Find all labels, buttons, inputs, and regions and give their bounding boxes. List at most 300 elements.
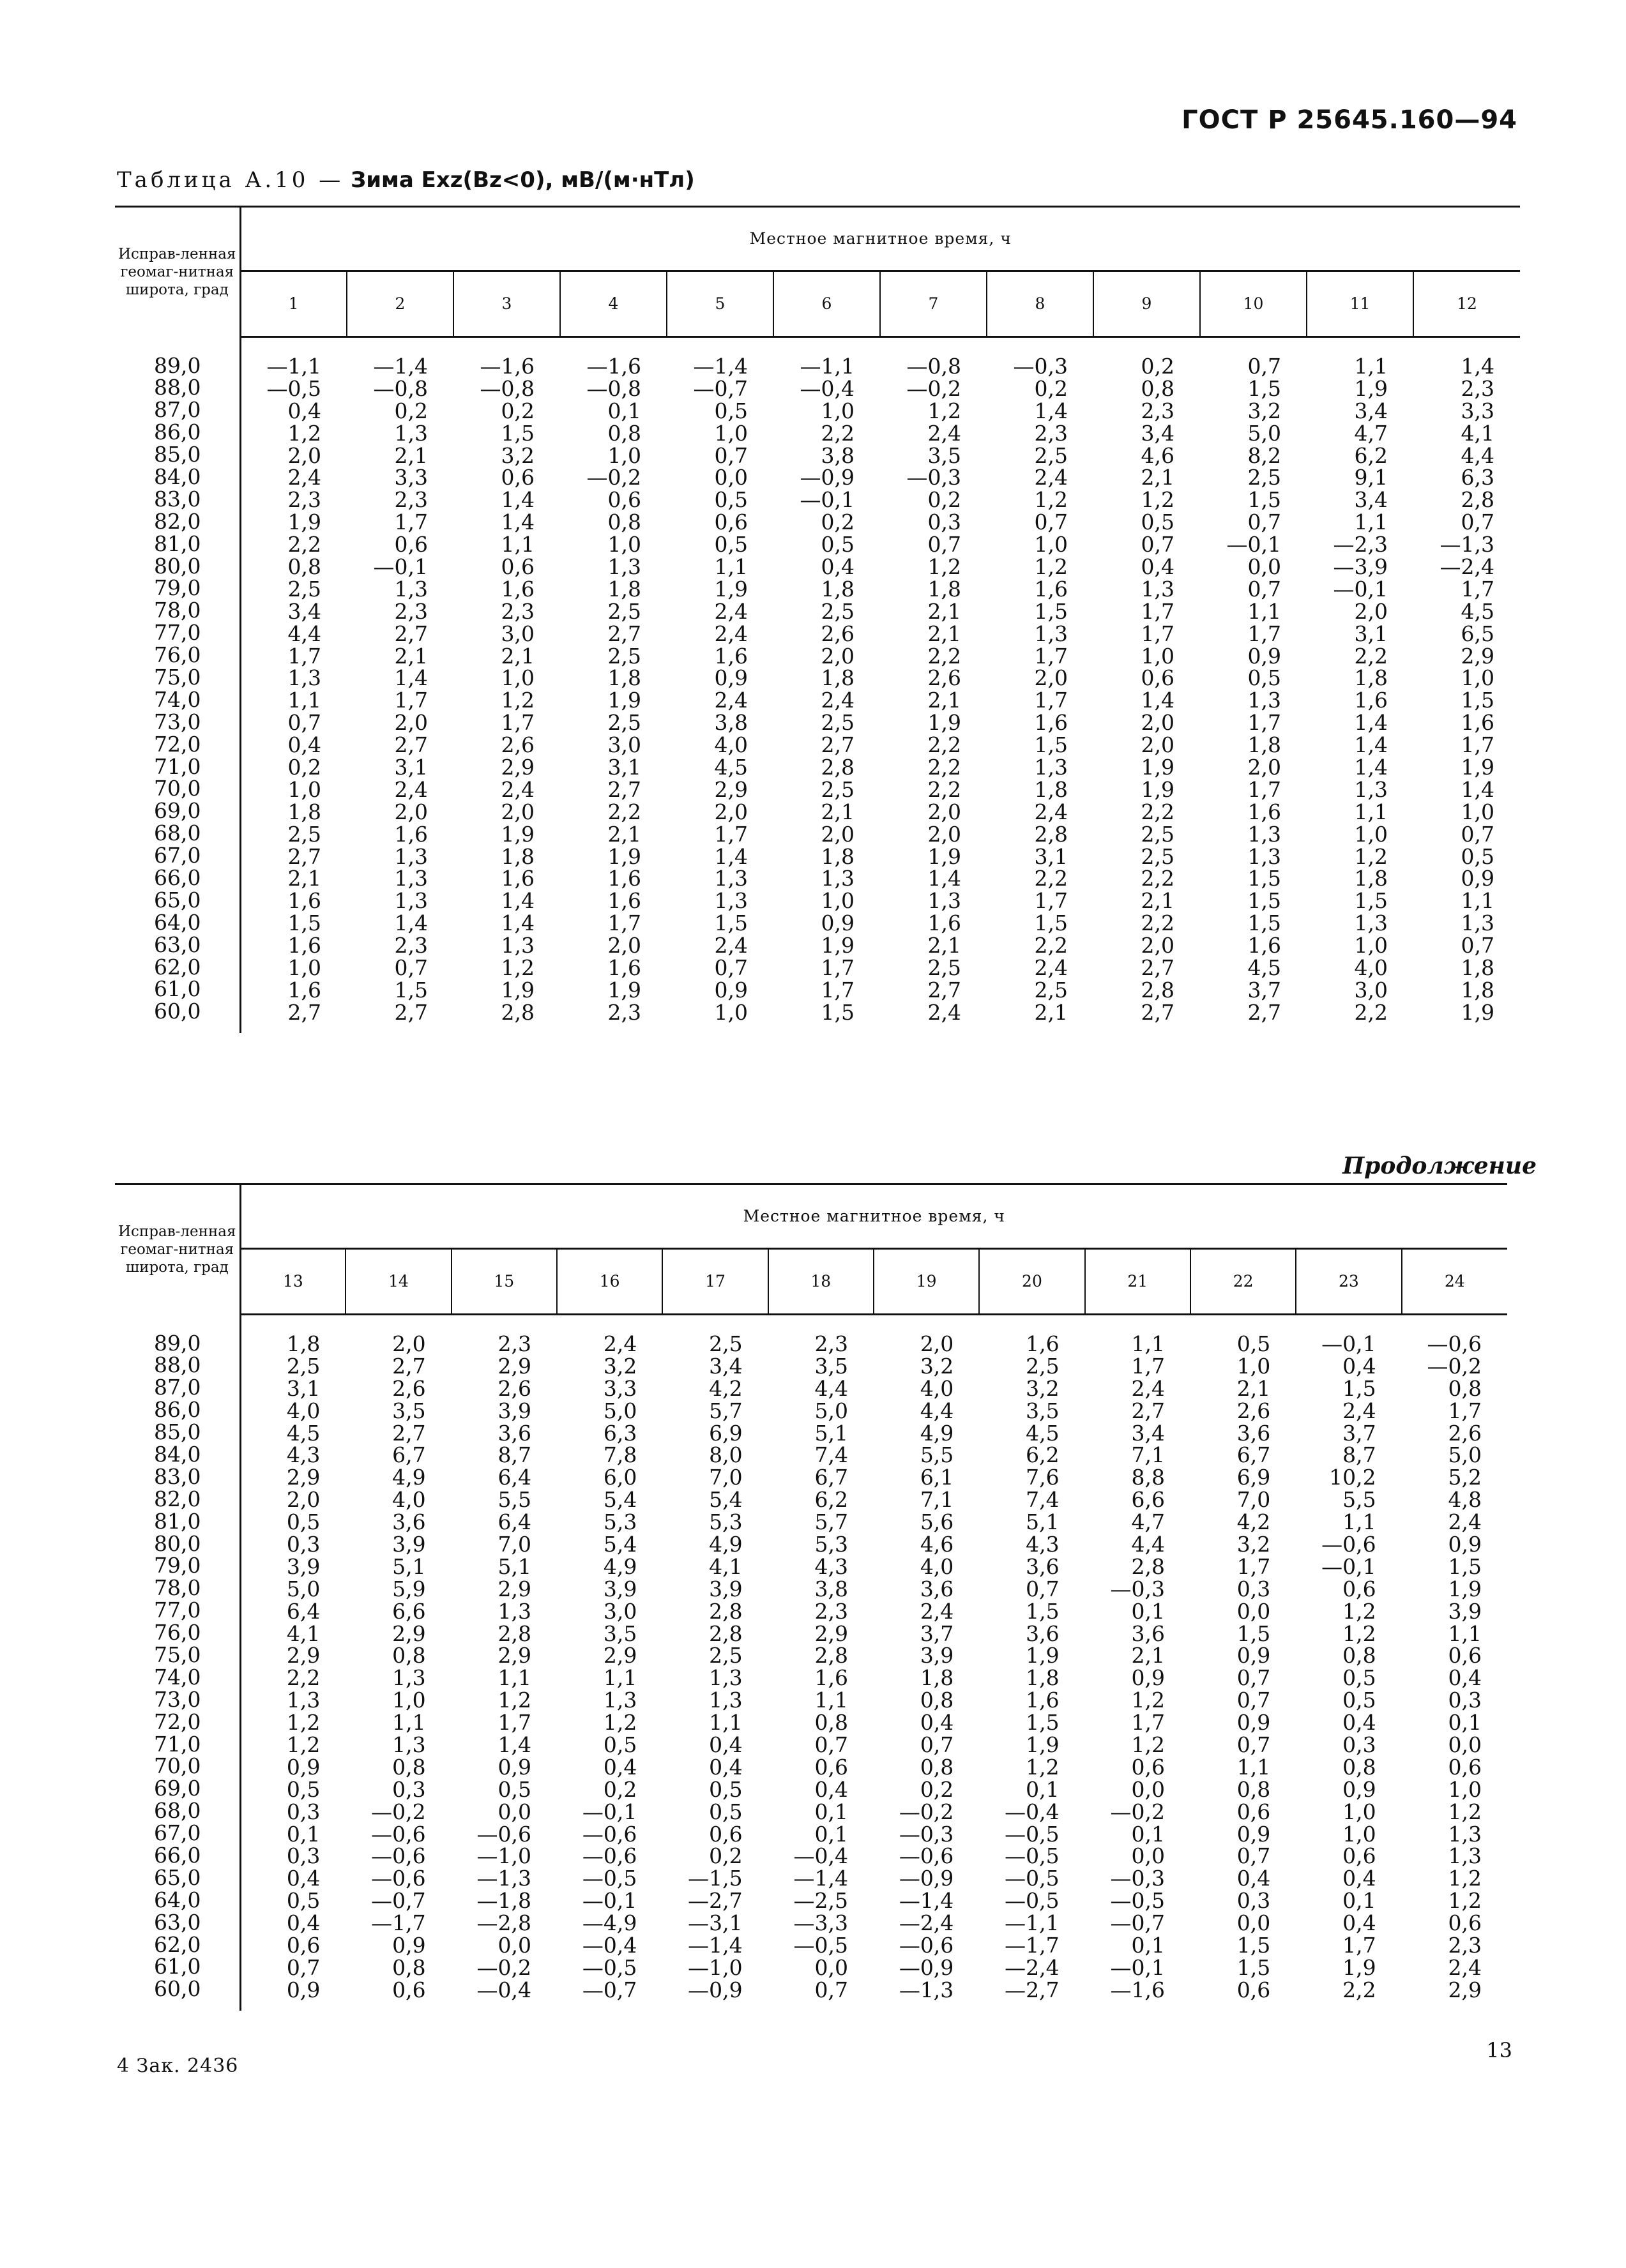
value-cell: 0,4	[709, 1754, 743, 1780]
value-cell: —1,5	[688, 1866, 743, 1891]
value-cell: 5,4	[603, 1532, 637, 1557]
value-cell: 5,7	[814, 1509, 848, 1535]
value-cell: 4,2	[709, 1375, 743, 1401]
value-cell: —2,4	[1440, 554, 1494, 580]
value-cell: 1,8	[920, 1665, 954, 1691]
value-cell: 0,9	[286, 1754, 321, 1780]
value-cell: 0,9	[1236, 1821, 1271, 1847]
value-cell: 6,4	[286, 1598, 321, 1624]
value-cell: 0,2	[287, 755, 321, 780]
value-cell: 0,9	[1461, 866, 1494, 891]
value-cell: 0,5	[1141, 510, 1174, 535]
value-cell: 4,0	[920, 1554, 954, 1579]
latitude-cell: 78,0	[154, 1575, 201, 1601]
value-cell: 2,3	[498, 1331, 531, 1356]
value-column	[1200, 337, 1307, 1033]
value-cell: 2,7	[1247, 999, 1281, 1025]
value-cell: 4,7	[1131, 1509, 1165, 1535]
value-cell: 1,0	[287, 955, 321, 981]
value-cell: 3,9	[1448, 1598, 1482, 1624]
table-caption	[117, 167, 695, 193]
value-cell: 1,8	[1461, 955, 1494, 981]
value-cell: 3,3	[394, 465, 428, 490]
value-cell: 1,6	[607, 866, 641, 891]
value-column	[874, 1315, 979, 2011]
latitude-cell: 85,0	[154, 1419, 201, 1445]
value-cell: 4,8	[1448, 1487, 1482, 1513]
value-cell: 2,2	[1354, 643, 1388, 669]
latitude-cell: 89,0	[154, 1330, 201, 1356]
value-cell: —0,8	[906, 354, 961, 379]
value-cell: 3,5	[392, 1398, 426, 1423]
value-cell: 2,5	[607, 598, 641, 624]
value-cell: 3,6	[1131, 1621, 1165, 1646]
value-cell: 7,0	[1236, 1487, 1271, 1513]
latitude-cell: 75,0	[154, 664, 201, 690]
value-cell: 0,0	[1131, 1843, 1165, 1869]
value-cell: 8,8	[1131, 1465, 1165, 1490]
value-column	[880, 337, 987, 1033]
value-cell: 2,7	[394, 732, 428, 758]
value-cell: 3,9	[920, 1643, 954, 1668]
value-cell: 1,7	[1034, 688, 1068, 713]
latitude-cell: 62,0	[154, 1932, 201, 1957]
value-cell: 2,2	[287, 532, 321, 557]
value-cell: 0,6	[814, 1754, 848, 1780]
value-cell: 1,2	[1034, 554, 1068, 580]
caption-title: Зима Exz(Bz<0), мВ/(м·нТл)	[351, 167, 695, 193]
value-column	[667, 337, 773, 1033]
value-cell: 1,1	[498, 1665, 531, 1691]
value-cell: 3,4	[709, 1353, 743, 1379]
hour-header: 12	[1413, 271, 1520, 337]
value-cell: 1,4	[1461, 354, 1494, 379]
value-cell: 1,7	[821, 977, 855, 1002]
value-cell: 0,7	[714, 955, 748, 981]
value-cell: 9,1	[1354, 465, 1388, 490]
value-cell: 1,4	[1354, 732, 1388, 758]
value-cell: 2,8	[1141, 977, 1174, 1002]
value-cell: 0,3	[1448, 1688, 1482, 1713]
value-cell: —0,5	[1005, 1866, 1060, 1891]
latitude-cell: 75,0	[154, 1642, 201, 1667]
value-cell: 6,2	[814, 1487, 848, 1513]
value-cell: 1,8	[607, 665, 641, 691]
value-cell: —0,5	[1110, 1888, 1165, 1914]
value-cell: 3,1	[394, 755, 428, 780]
value-cell: 2,0	[1141, 732, 1174, 758]
value-cell: 1,3	[394, 420, 428, 446]
value-cell: 1,5	[821, 999, 855, 1025]
value-cell: 1,2	[927, 398, 961, 423]
value-cell: —0,9	[800, 465, 855, 490]
value-cell: 1,0	[1461, 799, 1494, 824]
value-cell: 1,4	[927, 866, 961, 891]
value-cell: 1,6	[607, 955, 641, 981]
value-cell: —0,4	[476, 1977, 531, 2002]
value-cell: 2,0	[1141, 710, 1174, 736]
hour-header: 13	[240, 1249, 346, 1315]
value-cell: 2,4	[1131, 1375, 1165, 1401]
value-cell: 1,5	[1354, 888, 1388, 914]
value-cell: 6,3	[603, 1420, 637, 1446]
value-cell: —2,4	[1005, 1954, 1060, 1980]
value-cell: 1,3	[709, 1688, 743, 1713]
value-cell: —2,3	[1333, 532, 1388, 557]
value-cell: 1,9	[607, 688, 641, 713]
value-cell: 2,8	[814, 1643, 848, 1668]
value-cell: 1,6	[287, 977, 321, 1002]
value-cell: 2,9	[603, 1643, 637, 1668]
value-cell: 1,5	[1247, 866, 1281, 891]
value-cell: 0,8	[814, 1710, 848, 1735]
value-cell: 2,2	[607, 799, 641, 824]
value-cell: 1,5	[1236, 1621, 1271, 1646]
value-cell: 0,6	[1448, 1754, 1482, 1780]
value-cell: 0,3	[927, 510, 961, 535]
latitude-cell: 68,0	[154, 1798, 201, 1824]
value-cell: 1,8	[821, 843, 855, 869]
value-cell: 1,5	[1034, 732, 1068, 758]
value-cell: 0,9	[1247, 643, 1281, 669]
value-cell: 2,0	[821, 643, 855, 669]
value-cell: 7,8	[603, 1442, 637, 1468]
latitude-cell: 80,0	[154, 553, 201, 578]
value-cell: 2,4	[821, 688, 855, 713]
value-cell: 1,9	[1026, 1643, 1060, 1668]
value-cell: —0,5	[1005, 1888, 1060, 1914]
value-cell: 6,4	[498, 1509, 531, 1535]
value-cell: 0,8	[1342, 1643, 1376, 1668]
value-cell: 1,7	[1448, 1398, 1482, 1423]
value-cell: 2,7	[287, 999, 321, 1025]
value-cell: 7,4	[814, 1442, 848, 1468]
value-cell: 3,5	[814, 1353, 848, 1379]
value-cell: 2,0	[394, 799, 428, 824]
value-cell: 0,9	[498, 1754, 531, 1780]
value-cell: 2,2	[1034, 866, 1068, 891]
value-cell: 3,8	[821, 442, 855, 468]
value-cell: 1,5	[1236, 1954, 1271, 1980]
latitude-cell: 60,0	[154, 999, 201, 1024]
value-cell: 1,1	[1236, 1754, 1271, 1780]
value-cell: 1,5	[287, 911, 321, 936]
value-cell: 0,4	[287, 732, 321, 758]
value-cell: 0,8	[392, 1954, 426, 1980]
value-cell: 2,1	[394, 442, 428, 468]
hour-header: 5	[667, 271, 773, 337]
value-cell: 1,2	[603, 1710, 637, 1735]
value-cell: —0,2	[1427, 1353, 1482, 1379]
value-cell: 2,7	[821, 732, 855, 758]
value-cell: 2,1	[1034, 999, 1068, 1025]
latitude-cell: 73,0	[154, 1686, 201, 1712]
value-cell: 4,1	[1461, 420, 1494, 446]
hour-header: 11	[1307, 271, 1413, 337]
value-cell: 0,2	[1141, 354, 1174, 379]
value-cell: 0,5	[821, 532, 855, 557]
value-cell: 2,9	[498, 1643, 531, 1668]
value-cell: 3,7	[1342, 1420, 1376, 1446]
value-cell: 1,5	[1448, 1554, 1482, 1579]
value-cell: —0,2	[899, 1799, 954, 1824]
value-cell: 1,5	[1247, 911, 1281, 936]
value-cell: 5,0	[603, 1398, 637, 1423]
value-cell: 0,1	[1131, 1821, 1165, 1847]
value-cell: 0,7	[1461, 821, 1494, 847]
value-cell: 1,1	[1354, 799, 1388, 824]
value-cell: 1,7	[1342, 1933, 1376, 1958]
value-cell: 2,5	[821, 598, 855, 624]
hour-header: 23	[1296, 1249, 1401, 1315]
value-cell: 0,4	[603, 1754, 637, 1780]
value-cell: 2,4	[927, 999, 961, 1025]
value-cell: 1,4	[1461, 776, 1494, 802]
value-cell: 1,0	[1448, 1776, 1482, 1802]
value-cell: 2,5	[821, 710, 855, 736]
value-cell: 0,5	[709, 1799, 743, 1824]
value-cell: 1,5	[714, 911, 748, 936]
value-cell: 4,4	[287, 621, 321, 646]
value-cell: 1,6	[287, 888, 321, 914]
value-cell: 0,8	[1448, 1375, 1482, 1401]
value-cell: 1,5	[394, 977, 428, 1002]
value-cell: 3,4	[1354, 487, 1388, 513]
latitude-cell: 71,0	[154, 753, 201, 779]
value-cell: 7,6	[1026, 1465, 1060, 1490]
value-cell: —0,3	[906, 465, 961, 490]
value-cell: 0,7	[920, 1732, 954, 1758]
value-cell: 2,4	[1448, 1954, 1482, 1980]
value-cell: 0,8	[607, 420, 641, 446]
value-cell: 3,9	[286, 1554, 321, 1579]
value-cell: 2,9	[498, 1576, 531, 1601]
value-cell: —3,3	[793, 1910, 848, 1936]
value-cell: 0,3	[286, 1799, 321, 1824]
value-cell: 0,6	[1236, 1799, 1271, 1824]
value-cell: 2,5	[927, 955, 961, 981]
hour-header: 24	[1402, 1249, 1507, 1315]
value-cell: 3,0	[1354, 977, 1388, 1002]
value-cell: 3,7	[920, 1621, 954, 1646]
value-cell: 6,2	[1354, 442, 1388, 468]
value-cell: 1,4	[501, 487, 535, 513]
value-cell: —0,1	[582, 1888, 637, 1914]
value-cell: 1,7	[501, 710, 535, 736]
value-cell: 3,6	[1026, 1554, 1060, 1579]
value-cell: 1,9	[1448, 1576, 1482, 1601]
value-cell: 1,3	[709, 1665, 743, 1691]
value-cell: —0,7	[582, 1977, 637, 2002]
value-cell: 1,4	[501, 510, 535, 535]
value-cell: —0,8	[373, 375, 428, 401]
value-cell: 0,7	[1247, 576, 1281, 601]
hour-header: 6	[773, 271, 880, 337]
value-cell: 2,4	[714, 621, 748, 646]
value-cell: 1,8	[287, 799, 321, 824]
hour-header: 8	[987, 271, 1093, 337]
continuation-label: Продолжение	[1342, 1153, 1537, 1179]
value-cell: 1,1	[287, 688, 321, 713]
value-cell: —0,3	[1110, 1866, 1165, 1891]
value-cell: 3,2	[920, 1353, 954, 1379]
value-cell: 2,1	[1141, 465, 1174, 490]
value-cell: —0,2	[476, 1954, 531, 1980]
value-cell: 0,9	[714, 665, 748, 691]
value-cell: 1,8	[1354, 665, 1388, 691]
value-cell: 0,7	[394, 955, 428, 981]
value-cell: 3,6	[920, 1576, 954, 1601]
value-column	[560, 337, 667, 1033]
value-cell: —1,1	[1005, 1910, 1060, 1936]
value-cell: 2,3	[1448, 1933, 1482, 1958]
value-cell: 0,5	[709, 1776, 743, 1802]
value-cell: 3,8	[814, 1576, 848, 1601]
value-cell: —0,7	[371, 1888, 426, 1914]
value-cell: 4,3	[814, 1554, 848, 1579]
value-cell: 1,6	[287, 933, 321, 958]
value-cell: 3,0	[603, 1598, 637, 1624]
value-cell: 5,2	[1448, 1465, 1482, 1490]
latitude-cell: 86,0	[154, 420, 201, 445]
value-cell: 0,1	[814, 1799, 848, 1824]
value-cell: —0,5	[582, 1866, 637, 1891]
value-cell: —0,7	[1110, 1910, 1165, 1936]
value-cell: 0,3	[1342, 1732, 1376, 1758]
value-cell: 1,0	[714, 999, 748, 1025]
value-cell: 1,0	[1236, 1353, 1271, 1379]
value-cell: 2,9	[501, 755, 535, 780]
value-cell: 0,7	[286, 1954, 321, 1980]
value-cell: 2,2	[1141, 799, 1174, 824]
value-cell: 7,1	[920, 1487, 954, 1513]
value-cell: 2,9	[1448, 1977, 1482, 2002]
value-cell: 0,6	[1448, 1643, 1482, 1668]
latitude-cell: 87,0	[154, 1375, 201, 1400]
value-cell: —0,1	[1321, 1331, 1376, 1356]
value-cell: 3,7	[1247, 977, 1281, 1002]
order-note: 4 Зак. 2436	[117, 2055, 239, 2077]
value-cell: 2,4	[920, 1598, 954, 1624]
value-cell: 1,2	[1034, 487, 1068, 513]
value-cell: 0,7	[287, 710, 321, 736]
value-cell: 2,6	[501, 732, 535, 758]
value-cell: 2,6	[1236, 1398, 1271, 1423]
value-cell: 0,6	[501, 554, 535, 580]
value-cell: 0,1	[1131, 1933, 1165, 1958]
value-column	[1402, 1315, 1507, 2011]
value-cell: 2,1	[927, 688, 961, 713]
latitude-cell: 83,0	[154, 486, 201, 511]
value-cell: —0,4	[793, 1843, 848, 1869]
value-cell: 0,3	[1236, 1888, 1271, 1914]
value-cell: —0,5	[582, 1954, 637, 1980]
value-cell: 1,8	[607, 576, 641, 601]
value-cell: 2,1	[927, 933, 961, 958]
value-cell: —1,4	[688, 1933, 743, 1958]
value-cell: 1,0	[714, 420, 748, 446]
value-cell: 0,3	[286, 1843, 321, 1869]
value-cell: 2,0	[1247, 755, 1281, 780]
value-cell: 1,9	[1461, 755, 1494, 780]
value-cell: 4,0	[714, 732, 748, 758]
hour-header: 14	[346, 1249, 451, 1315]
value-cell: 3,6	[1026, 1621, 1060, 1646]
value-cell: 0,6	[714, 510, 748, 535]
value-cell: 4,1	[709, 1554, 743, 1579]
hour-header: 7	[880, 271, 987, 337]
value-cell: 1,1	[1354, 510, 1388, 535]
value-cell: 1,9	[1026, 1732, 1060, 1758]
value-cell: 0,6	[1448, 1910, 1482, 1936]
value-cell: 5,1	[392, 1554, 426, 1579]
value-cell: 1,5	[1026, 1710, 1060, 1735]
value-cell: 0,7	[814, 1732, 848, 1758]
value-cell: 2,7	[394, 999, 428, 1025]
value-cell: 1,6	[394, 821, 428, 847]
value-cell: 0,4	[287, 398, 321, 423]
value-cell: 1,1	[603, 1665, 637, 1691]
value-cell: 3,6	[392, 1509, 426, 1535]
value-cell: 2,4	[394, 776, 428, 802]
value-cell: 0,4	[709, 1732, 743, 1758]
value-cell: 2,3	[394, 933, 428, 958]
value-cell: 1,3	[287, 665, 321, 691]
value-cell: —3,9	[1333, 554, 1388, 580]
value-cell: 3,9	[498, 1398, 531, 1423]
value-cell: 2,5	[1034, 442, 1068, 468]
value-cell: 2,1	[607, 821, 641, 847]
value-cell: 1,6	[1026, 1688, 1060, 1713]
latitude-cell: 87,0	[154, 397, 201, 423]
hour-header: 9	[1093, 271, 1200, 337]
value-cell: —1,4	[899, 1888, 954, 1914]
value-cell: 0,7	[1461, 510, 1494, 535]
value-cell: 6,9	[1236, 1465, 1271, 1490]
value-cell: 1,3	[1247, 688, 1281, 713]
value-cell: —0,1	[1321, 1554, 1376, 1579]
value-cell: 2,7	[394, 621, 428, 646]
latitude-cell: 62,0	[154, 954, 201, 979]
value-cell: 2,5	[607, 710, 641, 736]
hour-header: 16	[557, 1249, 662, 1315]
value-cell: 2,3	[287, 487, 321, 513]
value-cell: 1,2	[1131, 1732, 1165, 1758]
value-cell: 4,1	[286, 1621, 321, 1646]
value-cell: —1,4	[373, 354, 428, 379]
value-cell: —0,6	[1427, 1331, 1482, 1356]
value-cell: —0,4	[1005, 1799, 1060, 1824]
value-cell: 3,3	[603, 1375, 637, 1401]
value-cell: —1,4	[793, 1866, 848, 1891]
value-cell: 2,2	[927, 776, 961, 802]
value-cell: 0,2	[709, 1843, 743, 1869]
value-cell: —0,6	[899, 1843, 954, 1869]
value-cell: 0,9	[1448, 1532, 1482, 1557]
value-cell: 0,7	[1236, 1665, 1271, 1691]
value-cell: 3,4	[1141, 420, 1174, 446]
value-cell: 1,8	[286, 1331, 321, 1356]
value-cell: 1,2	[1448, 1866, 1482, 1891]
value-cell: 1,6	[927, 911, 961, 936]
value-cell: 1,8	[1034, 776, 1068, 802]
value-cell: 6,7	[1236, 1442, 1271, 1468]
value-cell: 1,0	[607, 532, 641, 557]
value-cell: 5,7	[709, 1398, 743, 1423]
value-column	[347, 337, 453, 1033]
value-cell: —0,6	[582, 1843, 637, 1869]
value-cell: 2,7	[1141, 955, 1174, 981]
